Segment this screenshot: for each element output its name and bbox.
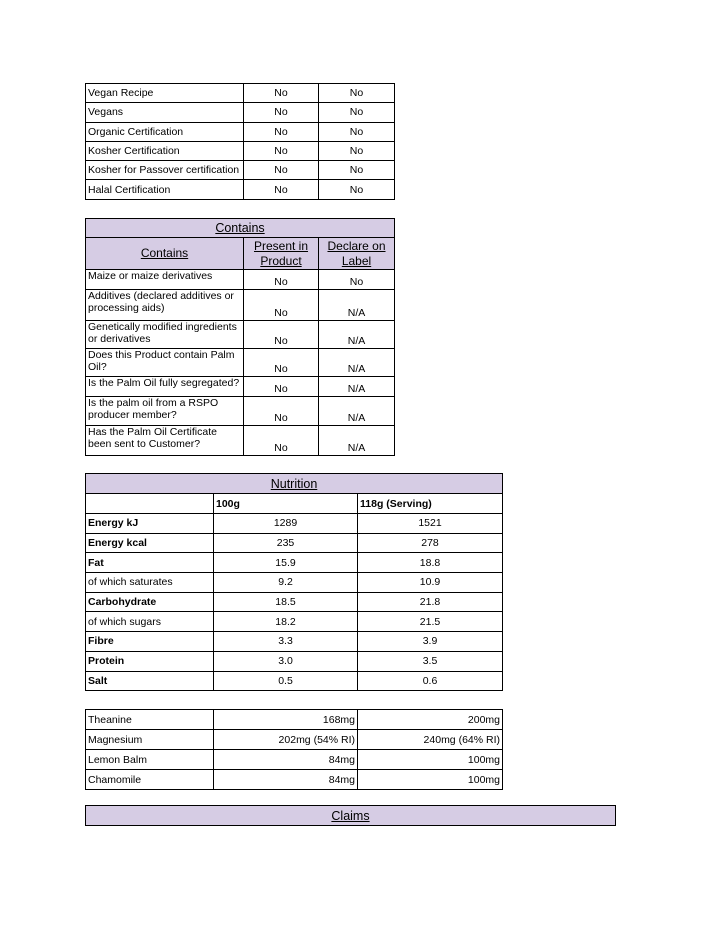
row-label: Energy kcal	[86, 533, 214, 553]
row-label: Is the palm oil from a RSPO producer member?	[86, 397, 244, 426]
row-label: Chamomile	[86, 770, 214, 790]
cell-value: No	[244, 321, 319, 349]
cell-value: 0.5	[214, 671, 358, 691]
cell-value: No	[319, 141, 395, 160]
cell-value: 3.0	[214, 651, 358, 671]
cell-value: 9.2	[214, 573, 358, 593]
cell-value: N/A	[319, 397, 395, 426]
row-label: Energy kJ	[86, 514, 214, 534]
cell-value: N/A	[319, 290, 395, 321]
table-row	[86, 553, 503, 573]
cell-value: 21.8	[358, 592, 503, 612]
cell-value: 240mg (64% RI)	[358, 730, 503, 750]
cell-value: 278	[358, 533, 503, 553]
nutrition-table	[85, 473, 503, 691]
table-row	[86, 122, 395, 141]
cell-value: No	[244, 161, 319, 180]
table-row	[86, 671, 503, 691]
col-header-declare: Declare on Label	[327, 238, 386, 268]
cell-value: 18.8	[358, 553, 503, 573]
cell-value: 21.5	[358, 612, 503, 632]
row-label: Maize or maize derivatives	[86, 270, 244, 290]
extra-nutrients-table	[85, 709, 503, 790]
contains-table	[85, 218, 395, 456]
cell-value: 18.5	[214, 592, 358, 612]
table-row	[86, 710, 503, 730]
table-row	[86, 632, 503, 652]
row-label: Genetically modified ingredients or derivatives	[86, 321, 244, 349]
contains-title-row	[86, 219, 395, 238]
row-label: Lemon Balm	[86, 750, 214, 770]
table-row	[86, 426, 395, 456]
table-row	[86, 103, 395, 122]
cell-value: No	[244, 103, 319, 122]
row-label: Halal Certification	[86, 180, 244, 199]
cell-value: N/A	[319, 349, 395, 377]
nutrition-title: Nutrition	[270, 476, 318, 491]
table-row	[86, 750, 503, 770]
col-header-contains: Contains	[140, 246, 189, 260]
cell-value: N/A	[319, 321, 395, 349]
table-row	[86, 592, 503, 612]
table-row	[86, 161, 395, 180]
col-header-serving: 118g (Serving)	[358, 494, 503, 514]
row-label: of which saturates	[86, 573, 214, 593]
row-label: Is the Palm Oil fully segregated?	[86, 377, 244, 397]
cell-value: No	[244, 397, 319, 426]
cell-value: 200mg	[358, 710, 503, 730]
cell-value: 15.9	[214, 553, 358, 573]
cell-value: 18.2	[214, 612, 358, 632]
row-label: Vegans	[86, 103, 244, 122]
cell-value: 100mg	[358, 750, 503, 770]
row-label: Protein	[86, 651, 214, 671]
row-label: Additives (declared additives or processing aids)	[86, 290, 244, 321]
table-row	[86, 377, 395, 397]
cell-value: No	[244, 270, 319, 290]
table-row	[86, 349, 395, 377]
cell-value: No	[244, 377, 319, 397]
row-label: Fat	[86, 553, 214, 573]
claims-title: Claims	[331, 808, 370, 823]
row-label: Fibre	[86, 632, 214, 652]
nutrition-header-row	[86, 494, 503, 514]
row-label: Kosher Certification	[86, 141, 244, 160]
cell-value: No	[244, 290, 319, 321]
cell-value: 202mg (54% RI)	[214, 730, 358, 750]
table-row	[86, 84, 395, 103]
cell-value: 3.9	[358, 632, 503, 652]
cell-value: No	[244, 349, 319, 377]
row-label: Vegan Recipe	[86, 84, 244, 103]
cell-value: 1521	[358, 514, 503, 534]
row-label: Magnesium	[86, 730, 214, 750]
cell-value: 168mg	[214, 710, 358, 730]
cell-value: 1289	[214, 514, 358, 534]
contains-header-row	[86, 238, 395, 270]
claims-table	[85, 805, 616, 826]
cell-value: No	[319, 122, 395, 141]
empty-cell	[86, 494, 214, 514]
claims-title-row	[86, 806, 616, 826]
table-row	[86, 141, 395, 160]
table-row	[86, 180, 395, 199]
table-row	[86, 770, 503, 790]
table-row	[86, 730, 503, 750]
cell-value: No	[244, 180, 319, 199]
row-label: Has the Palm Oil Certificate been sent to Customer?	[86, 426, 244, 456]
dietary-table	[85, 83, 395, 200]
cell-value: No	[319, 161, 395, 180]
cell-value: 10.9	[358, 573, 503, 593]
nutrition-title-row	[86, 474, 503, 494]
table-row	[86, 321, 395, 349]
cell-value: 3.3	[214, 632, 358, 652]
table-row	[86, 397, 395, 426]
cell-value: No	[319, 103, 395, 122]
row-label: of which sugars	[86, 612, 214, 632]
cell-value: 3.5	[358, 651, 503, 671]
row-label: Organic Certification	[86, 122, 244, 141]
table-row	[86, 612, 503, 632]
cell-value: No	[244, 84, 319, 103]
table-row	[86, 573, 503, 593]
table-row	[86, 290, 395, 321]
table-row	[86, 270, 395, 290]
table-row	[86, 514, 503, 534]
cell-value: 84mg	[214, 770, 358, 790]
cell-value: 235	[214, 533, 358, 553]
cell-value: No	[319, 84, 395, 103]
cell-value: No	[319, 180, 395, 199]
cell-value: 84mg	[214, 750, 358, 770]
table-row	[86, 533, 503, 553]
cell-value: N/A	[319, 377, 395, 397]
cell-value: No	[244, 426, 319, 456]
cell-value: No	[319, 270, 395, 290]
cell-value: 100mg	[358, 770, 503, 790]
row-label: Kosher for Passover certification	[86, 161, 244, 180]
row-label: Salt	[86, 671, 214, 691]
cell-value: N/A	[319, 426, 395, 456]
row-label: Carbohydrate	[86, 592, 214, 612]
cell-value: No	[244, 122, 319, 141]
cell-value: No	[244, 141, 319, 160]
col-header-100g: 100g	[214, 494, 358, 514]
row-label: Theanine	[86, 710, 214, 730]
row-label: Does this Product contain Palm Oil?	[86, 349, 244, 377]
contains-title: Contains	[215, 221, 265, 235]
col-header-present: Present in Product	[253, 238, 309, 268]
cell-value: 0.6	[358, 671, 503, 691]
table-row	[86, 651, 503, 671]
